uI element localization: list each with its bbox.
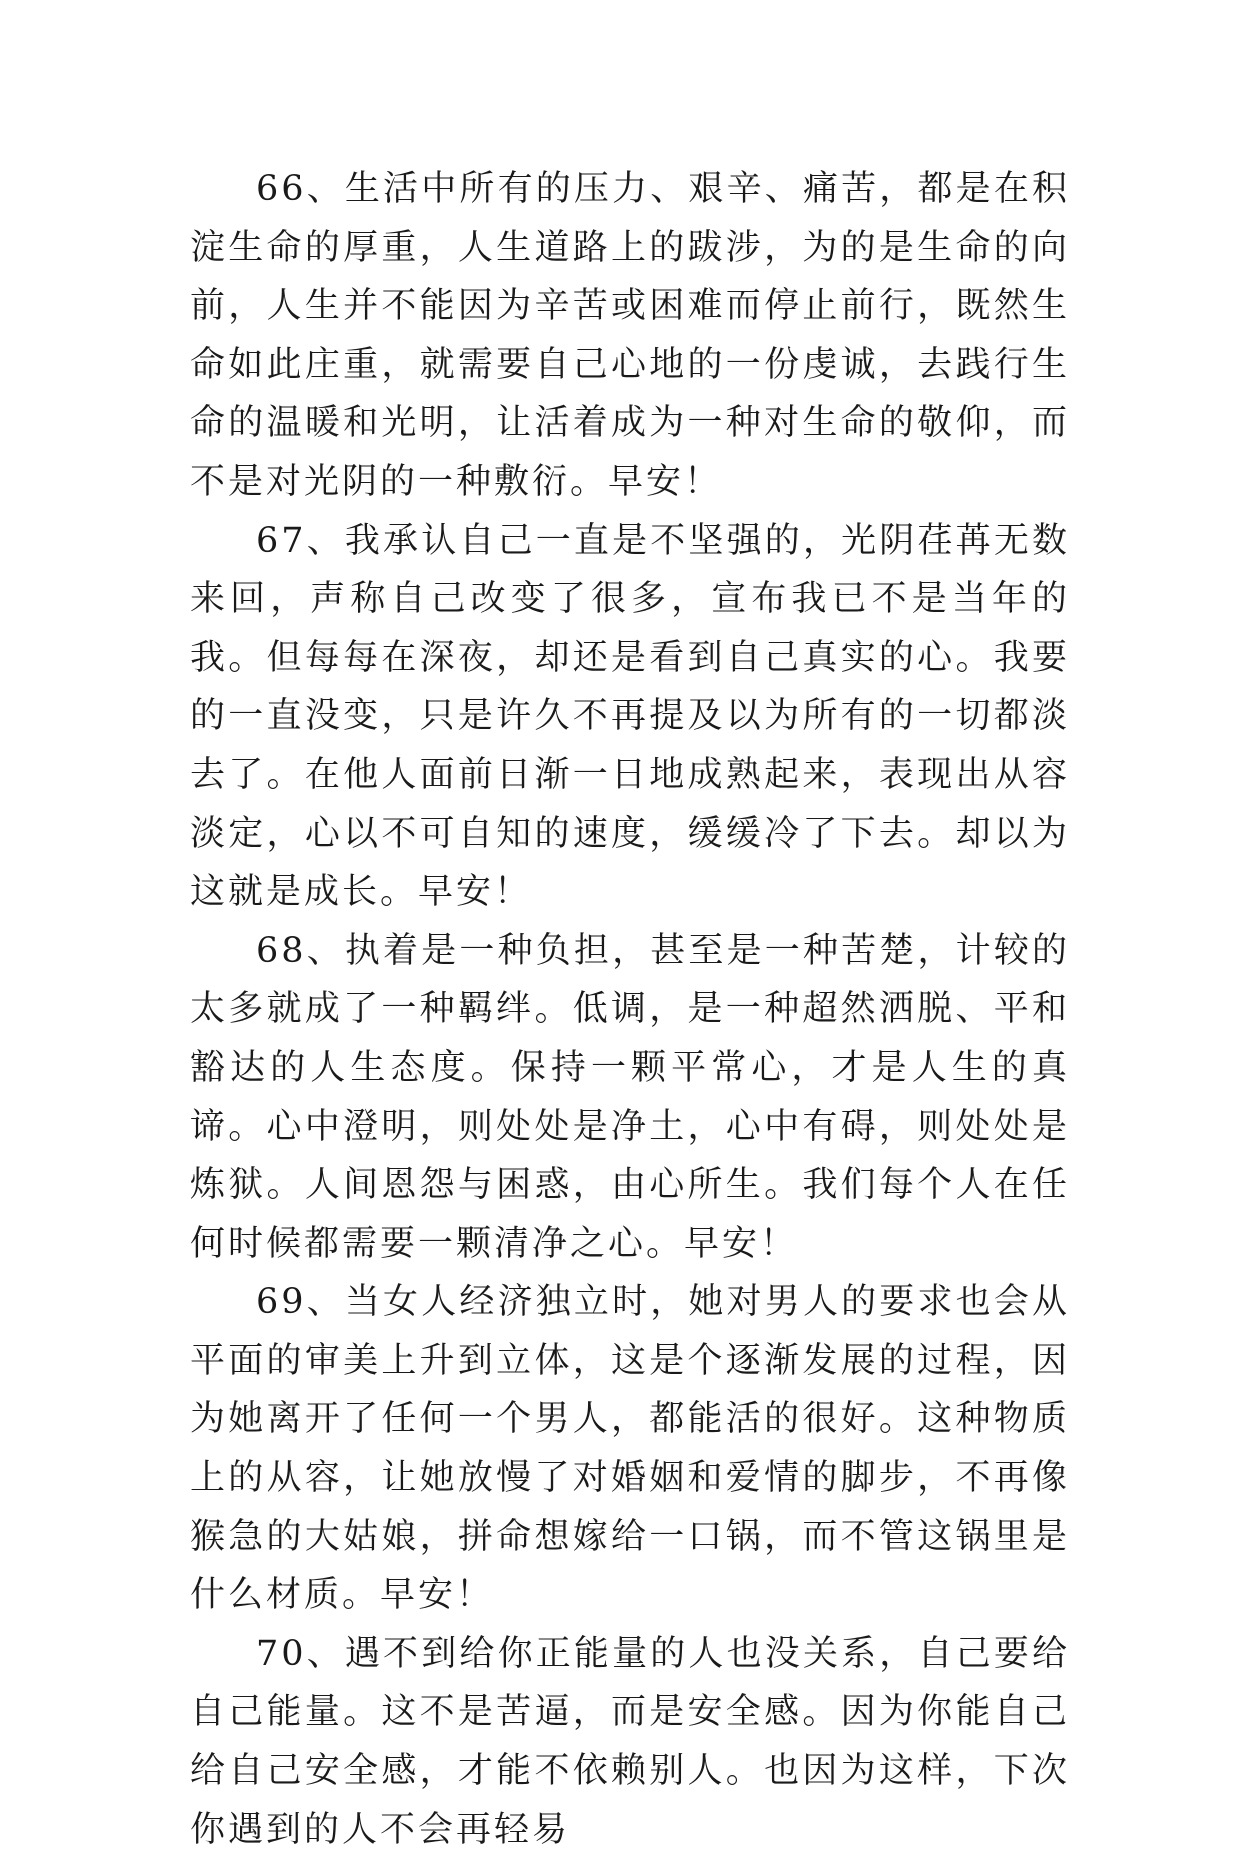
paragraph-66: 66、生活中所有的压力、艰辛、痛苦，都是在积淀生命的厚重，人生道路上的跋涉，为的是生命的向前，人生并不能因为辛苦或困难而停止前行，既然生命如此庄重，就需要自己心地的一份虔诚，去践行生命的温暖和光明，让活着成为一种对生命的敬仰，而不是对光阴的一种敷衍。早安！ [190,169,1070,502]
document-body [190,160,1070,1859]
paragraph-68: 68、执着是一种负担，甚至是一种苦楚，计较的太多就成了一种羁绊。低调，是一种超然洒脱、平和豁达的人生态度。保持一颗平常心，才是人生的真谛。心中澄明，则处处是净土，心中有碍，则处处是炼狱。人间恩怨与困惑，由心所生。我们每个人在任何时候都需要一颗清净之心。早安！ [190,930,1070,1264]
paragraph-69: 69、当女人经济独立时，她对男人的要求也会从平面的审美上升到立体，这是个逐渐发展的过程，因为她离开了任何一个男人，都能活的很好。这种物质上的从容，让她放慢了对婚姻和爱情的脚步，不再像猴急的大姑娘，拼命想嫁给一口锅，而不管这锅里是什么材质。早安！ [190,1282,1070,1616]
paragraph-70: 70、遇不到给你正能量的人也没关系，自己要给自己能量。这不是苦逼，而是安全感。因为你能自己给自己安全感，才能不依赖别人。也因为这样，下次你遇到的人不会再轻易 [190,1633,1070,1850]
paragraph-67: 67、我承认自己一直是不坚强的，光阴荏苒无数来回，声称自己改变了很多，宣布我已不是当年的我。但每每在深夜，却还是看到自己真实的心。我要的一直没变，只是许久不再提及以为所有的一切都淡去了。在他人面前日渐一日地成熟起来，表现出从容淡定，心以不可自知的速度，缓缓冷了下去。却以为这就是成长。早安！ [190,520,1070,913]
